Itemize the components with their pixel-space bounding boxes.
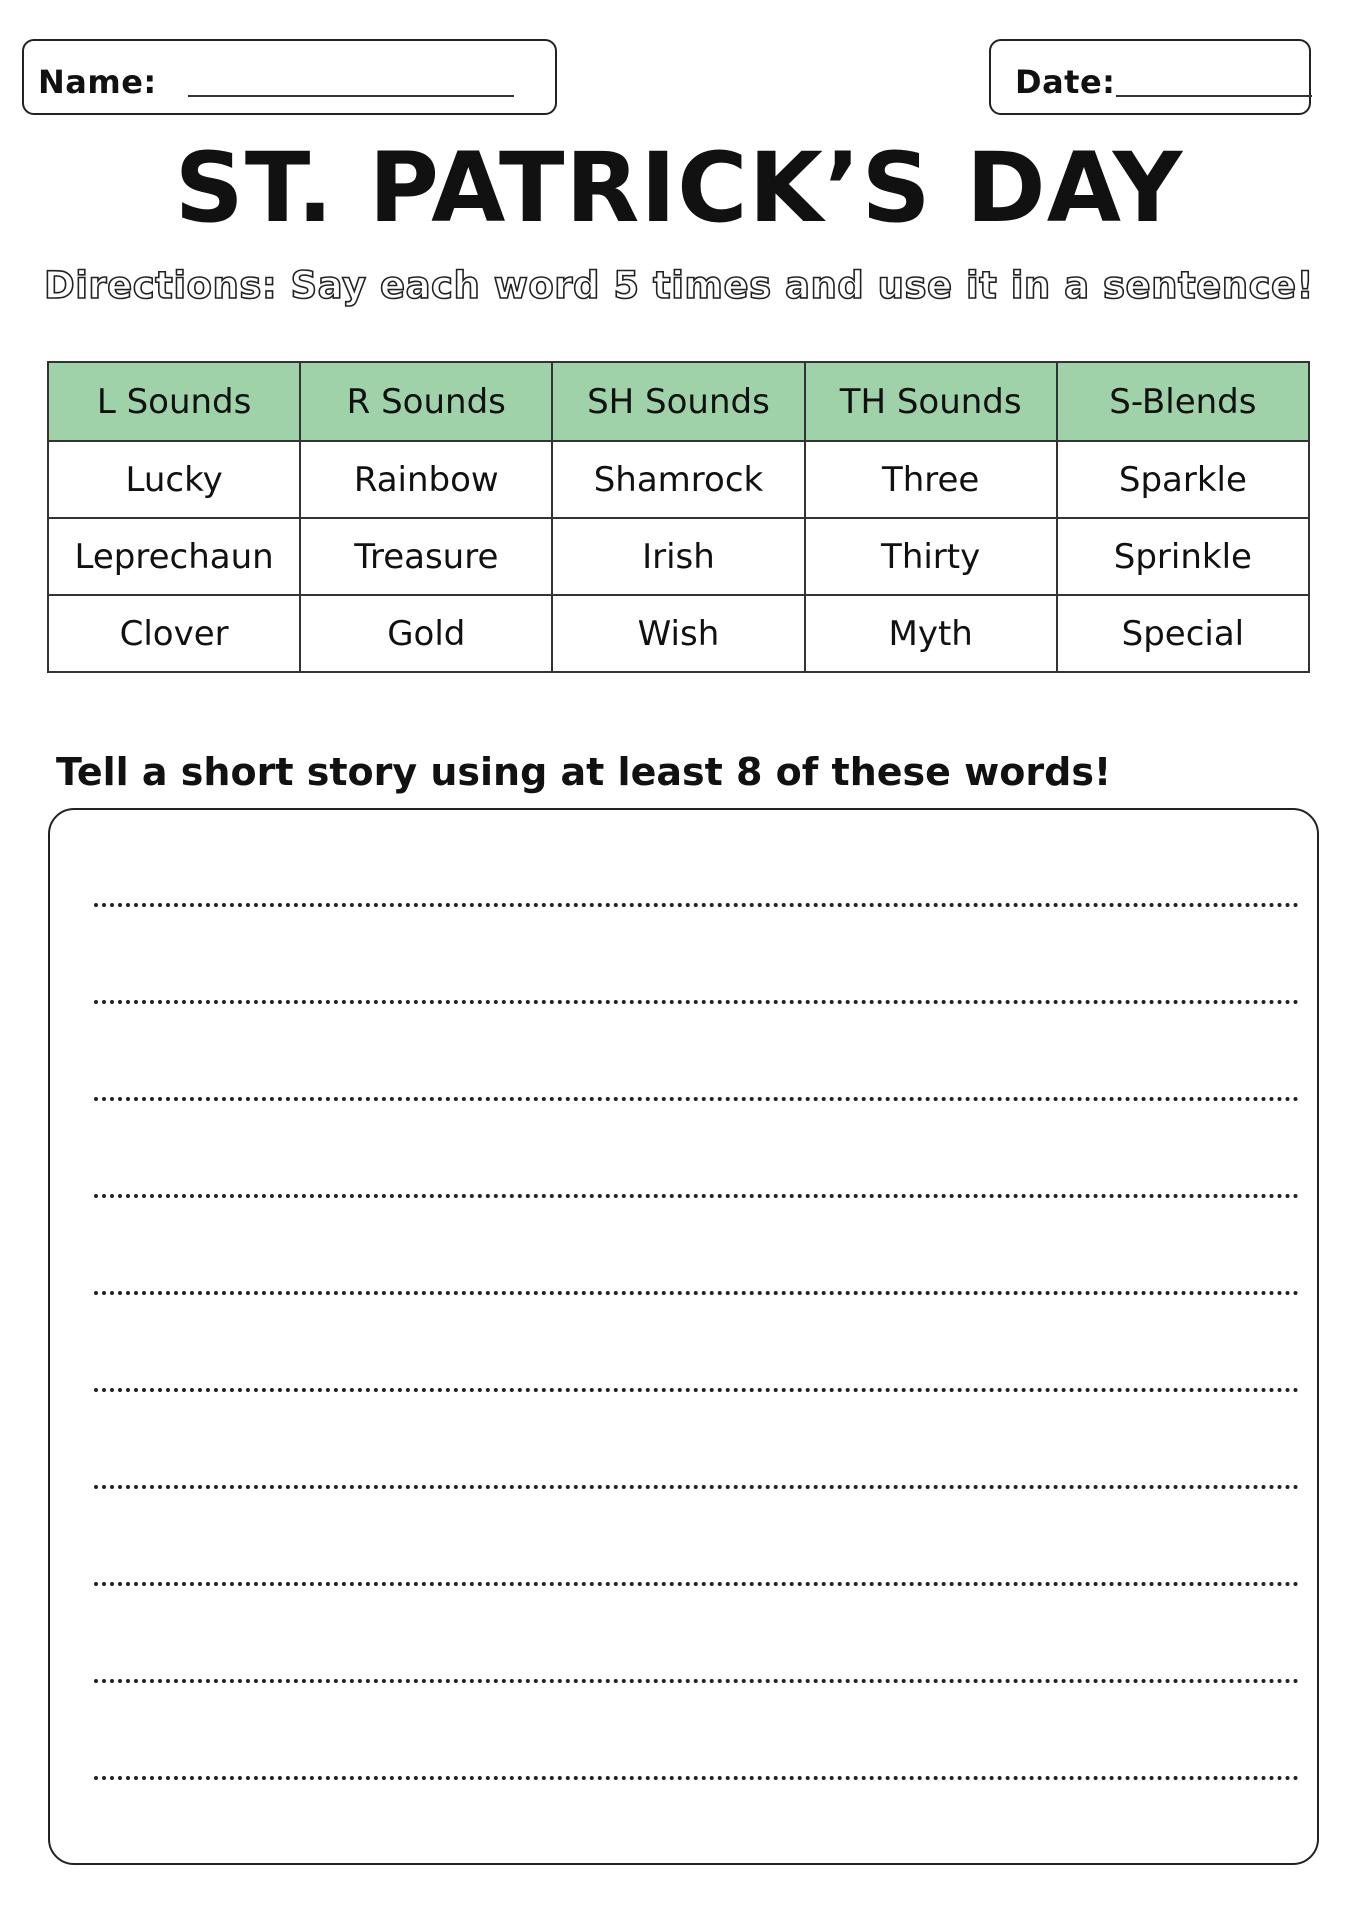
story-write-line[interactable]: [94, 1097, 1299, 1101]
story-writing-box: [48, 808, 1319, 1865]
table-cell: Leprechaun: [48, 518, 300, 595]
table-cell: Myth: [805, 595, 1057, 672]
table-cell: Thirty: [805, 518, 1057, 595]
table-cell: Sparkle: [1057, 441, 1309, 518]
table-cell: Treasure: [300, 518, 552, 595]
date-field-box: [989, 39, 1311, 115]
column-header-r-sounds: R Sounds: [300, 362, 552, 441]
story-write-line[interactable]: [94, 1485, 1299, 1489]
column-header-l-sounds: L Sounds: [48, 362, 300, 441]
story-write-line[interactable]: [94, 1194, 1299, 1198]
story-write-line[interactable]: [94, 1291, 1299, 1295]
story-write-line[interactable]: [94, 1000, 1299, 1004]
table-cell: Lucky: [48, 441, 300, 518]
page-title: ST. PATRICK’S DAY: [174, 132, 1184, 244]
name-write-line[interactable]: [188, 95, 514, 97]
table-cell: Special: [1057, 595, 1309, 672]
table-cell: Shamrock: [552, 441, 804, 518]
table-cell: Irish: [552, 518, 804, 595]
table-cell: Sprinkle: [1057, 518, 1309, 595]
story-write-line[interactable]: [94, 1776, 1299, 1780]
story-write-line[interactable]: [94, 1679, 1299, 1683]
table-row: [48, 441, 1309, 518]
story-write-line[interactable]: [94, 1582, 1299, 1586]
table-row: [48, 595, 1309, 672]
column-header-sh-sounds: SH Sounds: [552, 362, 804, 441]
table-cell: Rainbow: [300, 441, 552, 518]
table-cell: Clover: [48, 595, 300, 672]
date-write-line[interactable]: [1116, 95, 1312, 97]
name-field-box: [22, 39, 557, 115]
table-cell: Wish: [552, 595, 804, 672]
table-cell: Gold: [300, 595, 552, 672]
word-sounds-table: [47, 361, 1310, 673]
story-prompt: Tell a short story using at least 8 of these words!: [56, 750, 1112, 794]
directions-text: Directions: Say each word 5 times and use it in a sentence!: [44, 264, 1314, 307]
date-label: Date:: [1015, 63, 1116, 101]
column-header-s-blends: S-Blends: [1057, 362, 1309, 441]
table-header-row: [48, 362, 1309, 441]
column-header-th-sounds: TH Sounds: [805, 362, 1057, 441]
table-cell: Three: [805, 441, 1057, 518]
story-write-line[interactable]: [94, 1388, 1299, 1392]
story-write-line[interactable]: [94, 903, 1299, 907]
name-label: Name:: [38, 63, 157, 101]
table-row: [48, 518, 1309, 595]
